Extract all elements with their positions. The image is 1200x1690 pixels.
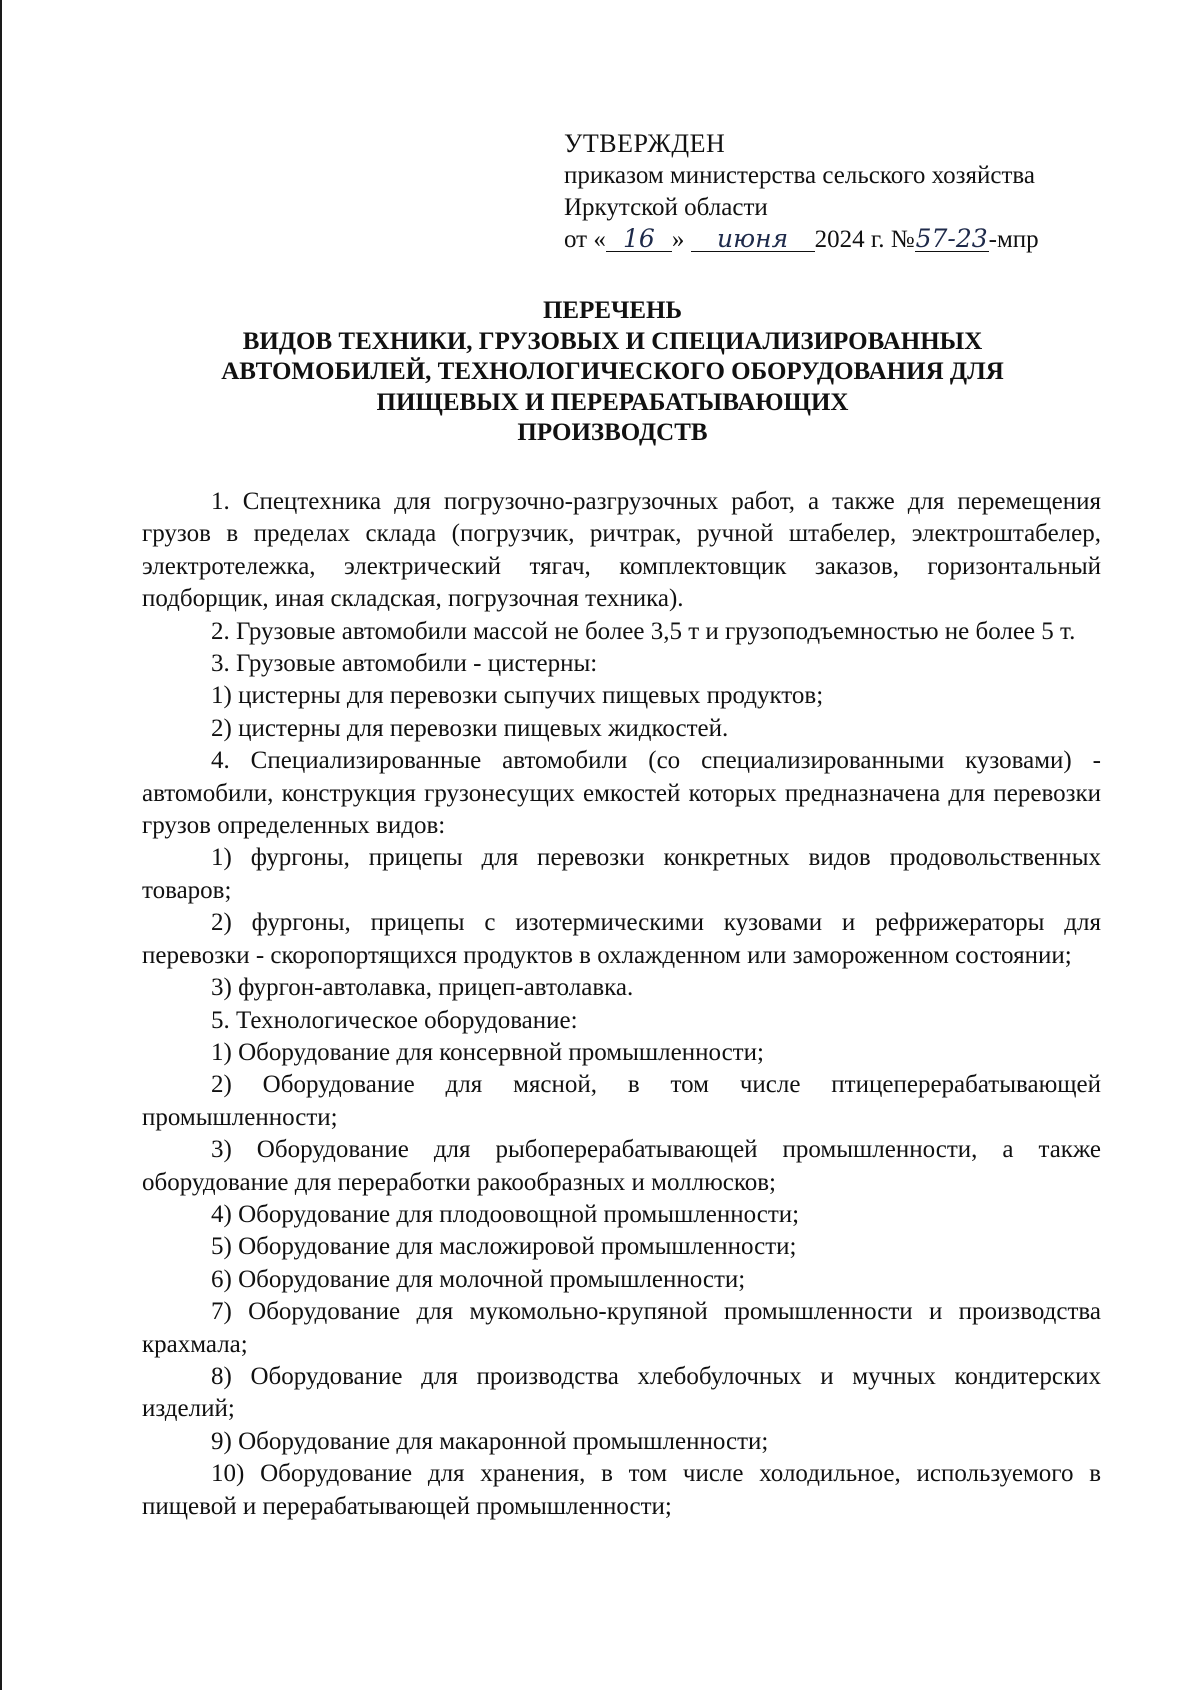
title-line-2: ВИДОВ ТЕХНИКИ, ГРУЗОВЫХ И СПЕЦИАЛИЗИРОВАННЫХ — [242, 327, 983, 355]
paragraph: 4. Специализированные автомобили (со специализированными кузовами) - автомобили, конструкция грузонесущих емкостей которых предназначена для перевозки грузов определенных видов: — [142, 747, 1101, 840]
handwritten-day: 16 — [606, 227, 672, 252]
title-line-3: АВТОМОБИЛЕЙ, ТЕХНОЛОГИЧЕСКОГО ОБОРУДОВАНИЯ ДЛЯ — [221, 358, 1004, 385]
document-title — [150, 296, 1075, 449]
approval-date-line — [564, 224, 1124, 256]
order-suffix: -мпр — [988, 226, 1039, 253]
paragraph: 7) Оборудование для мукомольно-крупяной промышленности и производства крахмала; — [142, 1298, 1101, 1358]
paragraph: 6) Оборудование для молочной промышленности; — [211, 1265, 746, 1293]
approval-line-region: Иркутской области — [564, 194, 768, 221]
date-day-close: » — [671, 226, 685, 253]
paragraph: 1) Оборудование для консервной промышленности; — [211, 1038, 764, 1066]
paragraph: 2) Оборудование для мясной, в том числе птицеперерабатывающей промышленности; — [142, 1071, 1101, 1131]
scan-edge-line — [0, 0, 2, 1690]
paragraph: 1. Спецтехника для погрузочно-разгрузочных работ, а также для перемещения грузов в пределах склада (погрузчик, ричтрак, ручной штабелер, электроштабелер, электротележка, электрический тягач, комплектовщик заказов, горизонтальный подборщик, иная складская, погрузочная техника). — [142, 488, 1101, 613]
paragraph: 10) Оборудование для хранения, в том числе холодильное, используемого в пищевой и перерабатывающей промышленности; — [142, 1460, 1101, 1520]
paragraph: 3) Оборудование для рыбоперерабатывающей промышленности, а также оборудование для переработки ракообразных и моллюсков; — [142, 1136, 1101, 1196]
document-body — [142, 486, 1101, 1523]
paragraph: 3) фургон-автолавка, прицеп-автолавка. — [211, 974, 634, 1002]
title-line-5: ПРОИЗВОДСТВ — [517, 419, 708, 446]
paragraph: 5) Оборудование для масложировой промышленности; — [211, 1233, 797, 1261]
date-prefix: от « — [564, 226, 606, 253]
paragraph: 8) Оборудование для производства хлебобулочных и мучных кондитерских изделий; — [142, 1362, 1101, 1423]
paragraph: 1) цистерны для перевозки сыпучих пищевых продуктов; — [211, 682, 824, 710]
approval-heading: УТВЕРЖДЕН — [564, 129, 726, 158]
paragraph: 1) фургоны, прицепы для перевозки конкретных видов продовольственных товаров; — [142, 844, 1101, 904]
paragraph: 9) Оборудование для макаронной промышленности; — [211, 1427, 769, 1455]
title-line-4: ПИЩЕВЫХ И ПЕРЕРАБАТЫВАЮЩИХ — [376, 388, 849, 416]
paragraph: 2) цистерны для перевозки пищевых жидкостей. — [211, 714, 729, 742]
approval-line-ministry: приказом министерства сельского хозяйства — [564, 162, 1035, 189]
paragraph: 4) Оборудование для плодоовощной промышленности; — [211, 1200, 800, 1228]
paragraph: 5. Технологическое оборудование: — [211, 1006, 578, 1034]
title-line-1: ПЕРЕЧЕНЬ — [542, 297, 683, 324]
date-year: 2024 г. № — [814, 226, 915, 253]
paragraph: 2. Грузовые автомобили массой не более 3,5 т и грузоподъемностью не более 5 т. — [211, 617, 1076, 645]
approval-stamp-block — [564, 128, 1124, 256]
paragraph: 3. Грузовые автомобили - цистерны: — [211, 650, 598, 678]
paragraph: 2) фургоны, прицепы с изотермическими кузовами и рефрижераторы для перевозки - скоропортящихся продуктов в охлажденном или замороженном состоянии; — [142, 909, 1101, 969]
handwritten-order-number: 57-23 — [915, 224, 988, 253]
handwritten-month: июня — [691, 227, 815, 252]
